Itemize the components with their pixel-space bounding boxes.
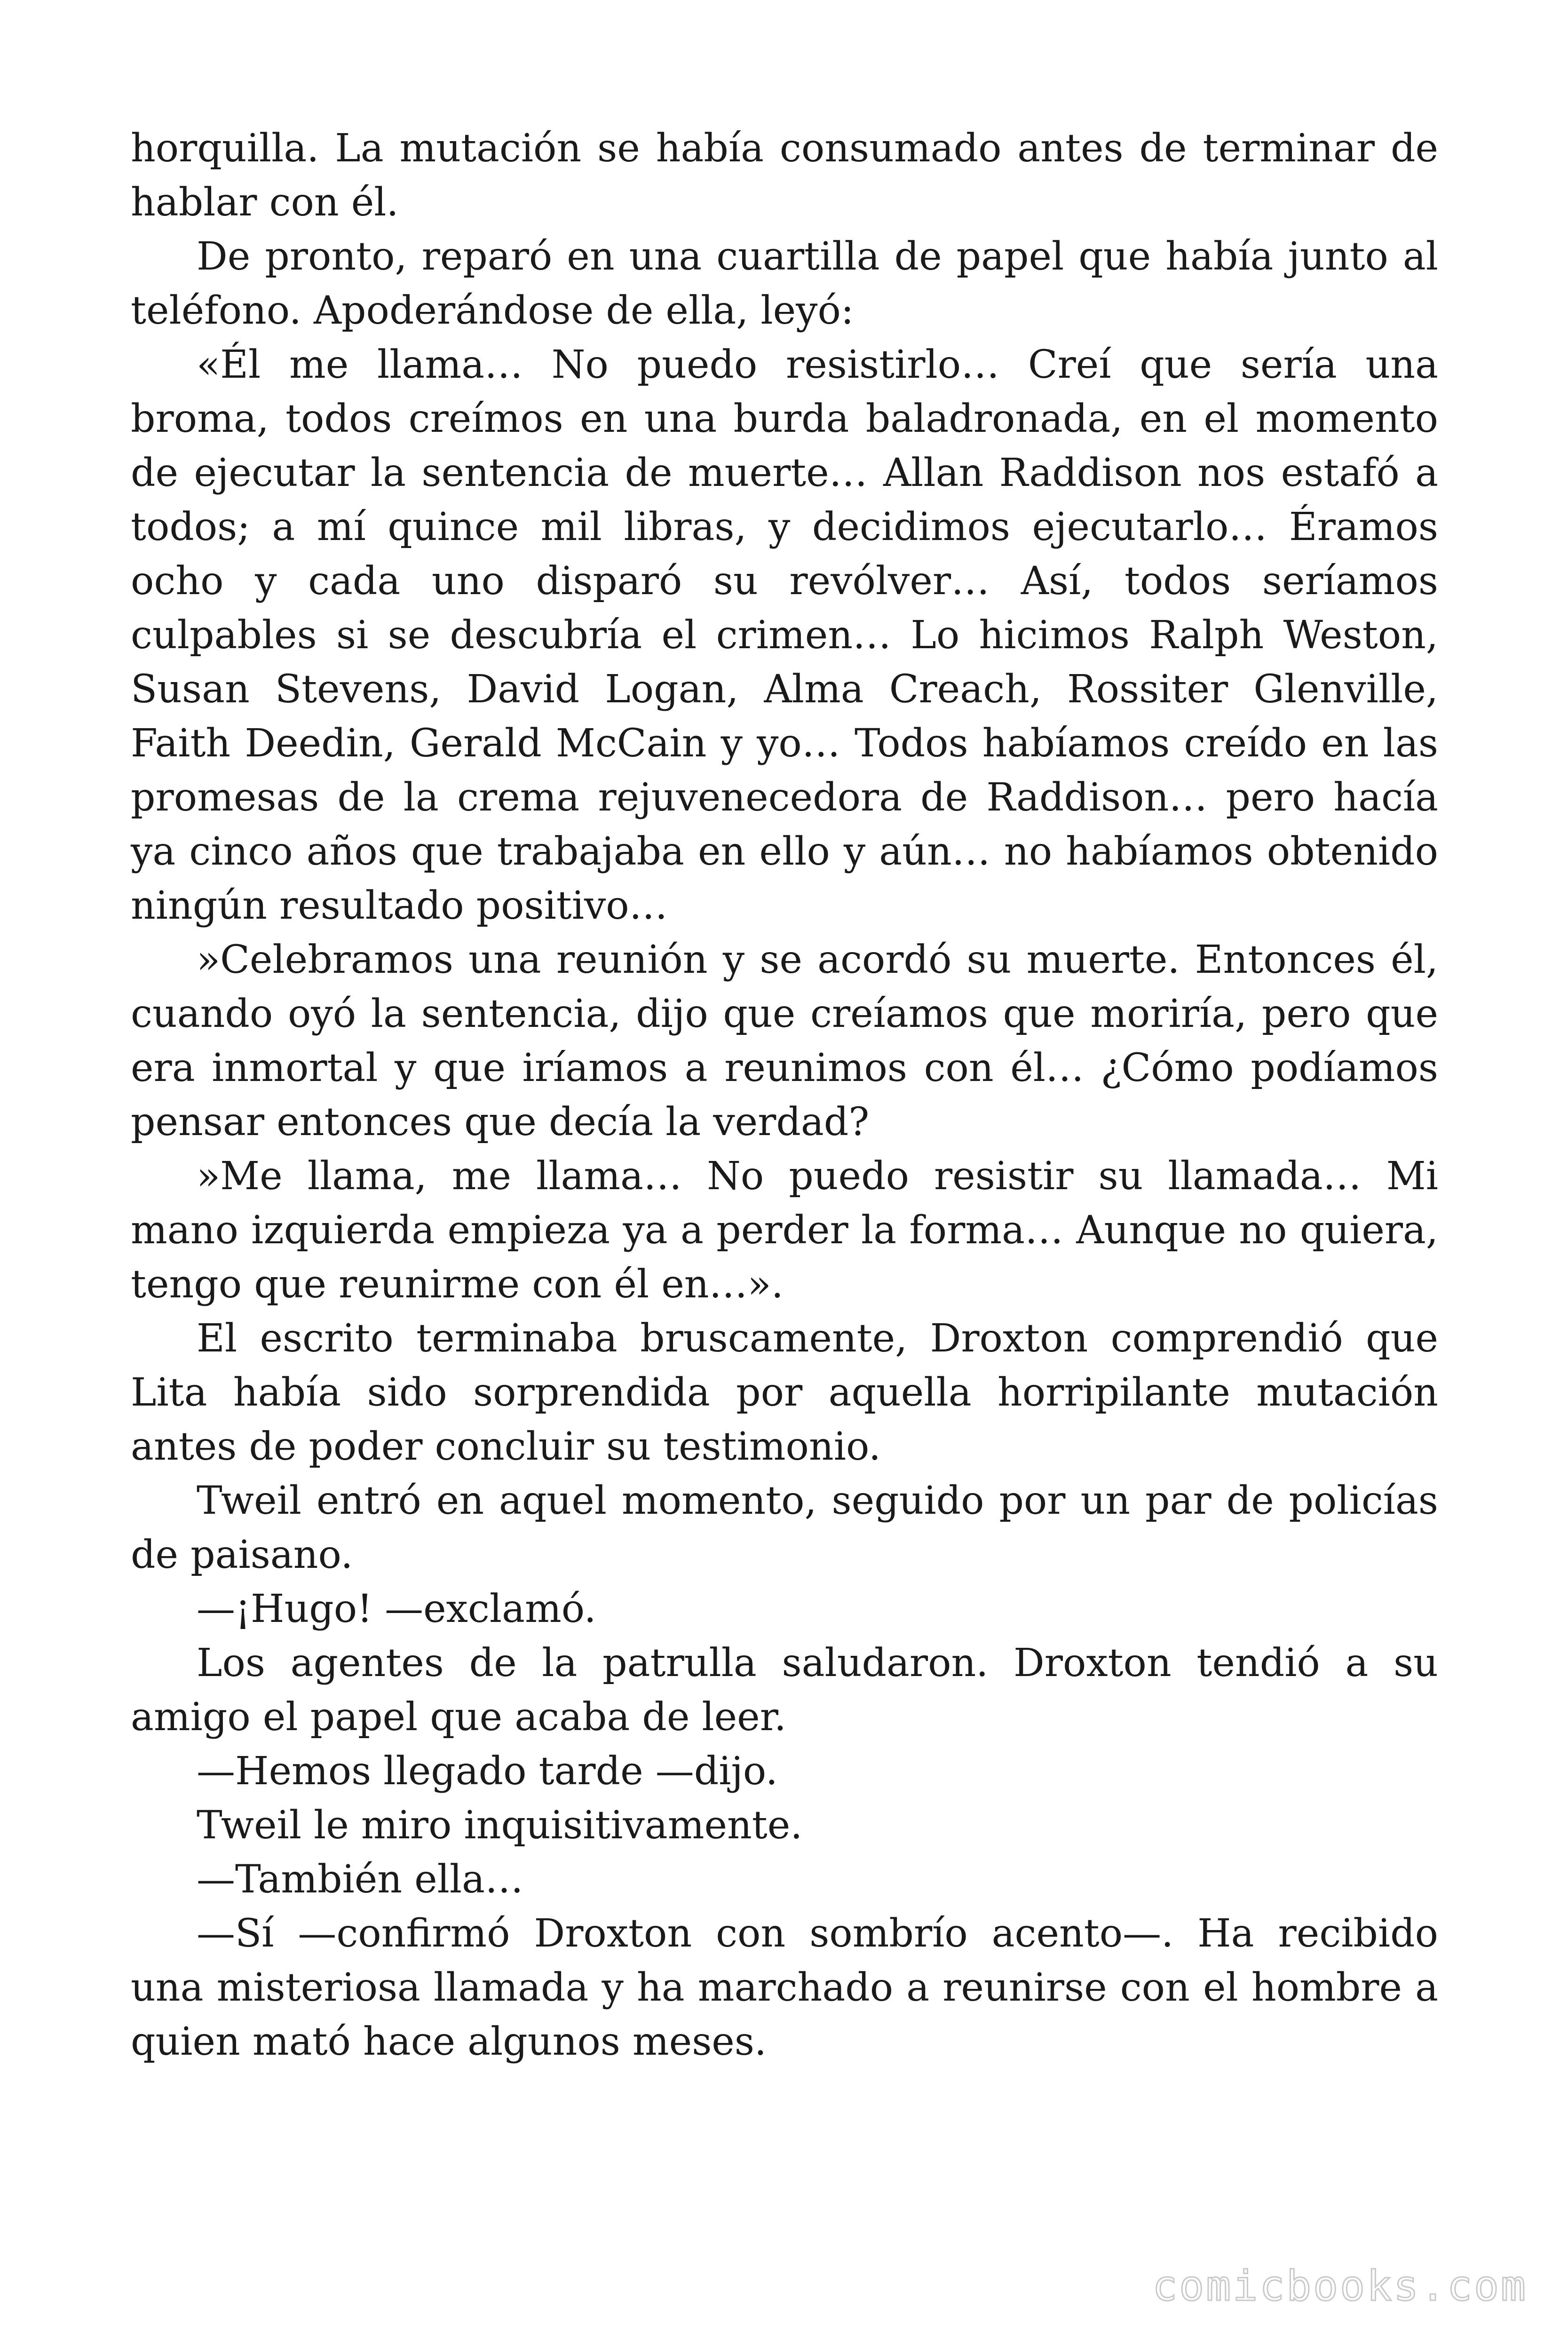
paragraph: Los agentes de la patrulla saludaron. Droxton tendió a su amigo el papel que acaba de leer.	[131, 1641, 1438, 1740]
paragraph: »Me llama, me llama… No puedo resistir su llamada… Mi mano izquierda empieza ya a perder la forma… Aunque no quiera, tengo que reunirme con él en…».	[131, 1154, 1438, 1307]
paragraph: »Celebramos una reunión y se acordó su muerte. Entonces él, cuando oyó la sentencia, dijo que creíamos que moriría, pero que era inmortal y que iríamos a reunimos con él… ¿Cómo podíamos pensar entonces que decía la verdad?	[131, 938, 1438, 1144]
paragraph: El escrito terminaba bruscamente, Droxton comprendió que Lita había sido sorprendida por aquella horripilante mutación antes de poder concluir su testimonio.	[131, 1316, 1438, 1469]
paragraph: «Él me llama… No puedo resistirlo… Creí que sería una broma, todos creímos en una burda baladronada, en el momento de ejecutar la sentencia de muerte… Allan Raddison nos estafó a todos; a mí quince mil libras, y decidimos ejecutarlo… Éramos ocho y cada uno disparó su revólver… Así, todos seríamos culpables si se descubría el crimen… Lo hicimos Ralph Weston, Susan Stevens, David Logan, Alma Creach, Rossiter Glenville, Faith Deedin, Gerald McCain y yo… Todos habíamos creído en las promesas de la crema rejuvenecedora de Raddison… pero hacía ya cinco años que trabajaba en ello y aún… no habíamos obtenido ningún resultado positivo…	[131, 342, 1438, 928]
paragraph: —Hemos llegado tarde —dijo.	[197, 1749, 778, 1794]
paragraph: De pronto, reparó en una cuartilla de papel que había junto al teléfono. Apoderándose de ella, leyó:	[131, 234, 1438, 333]
paragraph: horquilla. La mutación se había consumado antes de terminar de hablar con él.	[131, 126, 1438, 225]
paragraph: Tweil entró en aquel momento, seguido por un par de policías de paisano.	[131, 1478, 1438, 1577]
watermark: comicbooks.com	[1152, 2262, 1528, 2310]
body-text	[131, 121, 1438, 2069]
paragraph: Tweil le miro inquisitivamente.	[197, 1803, 803, 1848]
paragraph: —¡Hugo! —exclamó.	[197, 1587, 596, 1631]
paragraph: —También ella…	[197, 1857, 523, 1902]
paragraph: —Sí —confirmó Droxton con sombrío acento—. Ha recibido una misteriosa llamada y ha marchado a reunirse con el hombre a quien mató hace algunos meses.	[131, 1911, 1438, 2064]
